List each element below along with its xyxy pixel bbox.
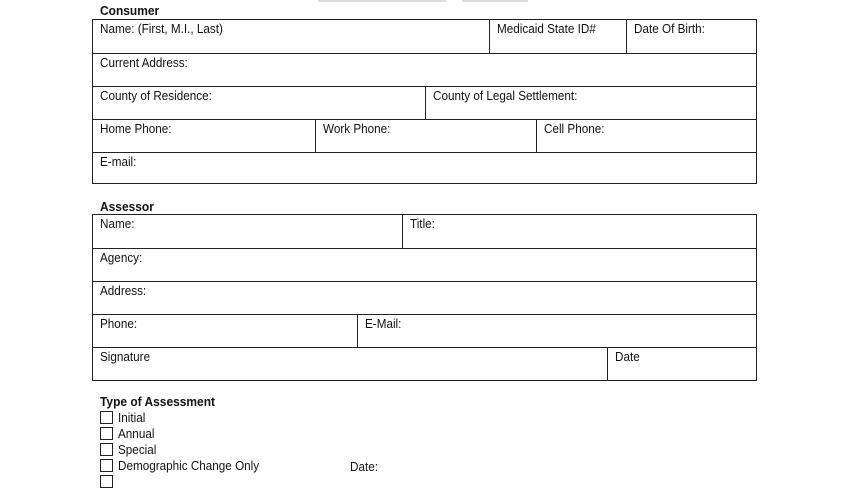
consumer-name-input[interactable]	[93, 34, 489, 53]
special-checkbox[interactable]	[100, 443, 113, 456]
header-mark	[318, 0, 446, 2]
consumer-email-field[interactable]	[93, 153, 756, 183]
date-of-birth-field[interactable]	[626, 20, 756, 53]
work-phone-field[interactable]	[315, 120, 536, 152]
assessor-title-input[interactable]	[403, 229, 756, 248]
assessor-address-label: Address:	[100, 283, 147, 298]
work-phone-label: Work Phone:	[323, 121, 391, 136]
consumer-name-label: Name: (First, M.I., Last)	[100, 21, 223, 36]
demographic-change-date-label: Date:	[350, 459, 378, 474]
county-legal-settlement-label: County of Legal Settlement:	[433, 88, 578, 103]
signature-field[interactable]	[93, 348, 607, 380]
assessor-phone-field[interactable]	[93, 315, 357, 347]
consumer-email-label: E-mail:	[100, 154, 137, 169]
cell-phone-field[interactable]	[536, 120, 756, 152]
agency-label: Agency:	[100, 250, 143, 265]
assessor-email-label: E-Mail:	[365, 316, 402, 331]
initial-label: Initial	[118, 409, 146, 425]
medicaid-id-label: Medicaid State ID#	[497, 21, 596, 36]
work-phone-input[interactable]	[316, 134, 536, 152]
demographic-change-checkbox[interactable]	[100, 459, 113, 472]
option-initial[interactable]	[100, 409, 275, 425]
option-demographic-change[interactable]	[100, 457, 275, 473]
initial-checkbox[interactable]	[100, 411, 113, 424]
signature-date-input[interactable]	[608, 362, 756, 380]
header-mark	[462, 0, 528, 2]
consumer-address-input[interactable]	[93, 68, 756, 86]
home-phone-field[interactable]	[93, 120, 315, 152]
assessor-name-field[interactable]	[93, 215, 402, 248]
signature-date-field[interactable]	[607, 348, 756, 380]
assessor-name-label: Name:	[100, 216, 135, 231]
assessor-phone-label: Phone:	[100, 316, 138, 331]
assessor-section-title: Assessor	[100, 199, 154, 214]
assessor-email-field[interactable]	[357, 315, 756, 347]
county-legal-settlement-field[interactable]	[425, 87, 756, 119]
county-residence-input[interactable]	[93, 101, 425, 119]
option-special[interactable]	[100, 441, 275, 457]
signature-label: Signature	[100, 349, 151, 364]
signature-input[interactable]	[93, 362, 607, 380]
county-residence-label: County of Residence:	[100, 88, 212, 103]
annual-label: Annual	[118, 425, 155, 441]
medicaid-id-input[interactable]	[490, 34, 626, 53]
assessor-title-label: Title:	[410, 216, 435, 231]
consumer-grid	[92, 19, 757, 184]
date-of-birth-label: Date Of Birth:	[634, 21, 705, 36]
consumer-email-input[interactable]	[93, 167, 756, 183]
county-legal-settlement-input[interactable]	[426, 101, 756, 119]
assessor-email-input[interactable]	[358, 329, 756, 347]
home-phone-input[interactable]	[93, 134, 315, 152]
option-annual[interactable]	[100, 425, 275, 441]
special-label: Special	[118, 441, 157, 457]
date-of-birth-input[interactable]	[627, 34, 756, 53]
signature-date-label: Date	[615, 349, 640, 364]
annual-checkbox[interactable]	[100, 427, 113, 440]
assessor-phone-input[interactable]	[93, 329, 357, 347]
assessment-type-title: Type of Assessment	[100, 394, 215, 409]
consumer-section-title: Consumer	[100, 3, 160, 18]
assessor-name-input[interactable]	[93, 229, 402, 248]
partial-checkbox[interactable]	[100, 475, 113, 488]
home-phone-label: Home Phone:	[100, 121, 172, 136]
agency-input[interactable]	[93, 263, 756, 281]
option-partial[interactable]	[100, 473, 275, 489]
county-residence-field[interactable]	[93, 87, 425, 119]
assessor-address-field[interactable]	[93, 282, 756, 314]
assessor-title-field[interactable]	[402, 215, 756, 248]
agency-field[interactable]	[93, 249, 756, 281]
cell-phone-input[interactable]	[537, 134, 756, 152]
consumer-address-label: Current Address:	[100, 55, 188, 70]
assessment-type-options	[100, 409, 275, 489]
medicaid-id-field[interactable]	[489, 20, 626, 53]
assessor-grid	[92, 214, 757, 381]
consumer-name-field[interactable]	[93, 20, 489, 53]
demographic-change-label: Demographic Change Only	[118, 457, 260, 473]
consumer-address-field[interactable]	[93, 54, 756, 86]
assessor-address-input[interactable]	[93, 296, 756, 314]
cell-phone-label: Cell Phone:	[544, 121, 605, 136]
